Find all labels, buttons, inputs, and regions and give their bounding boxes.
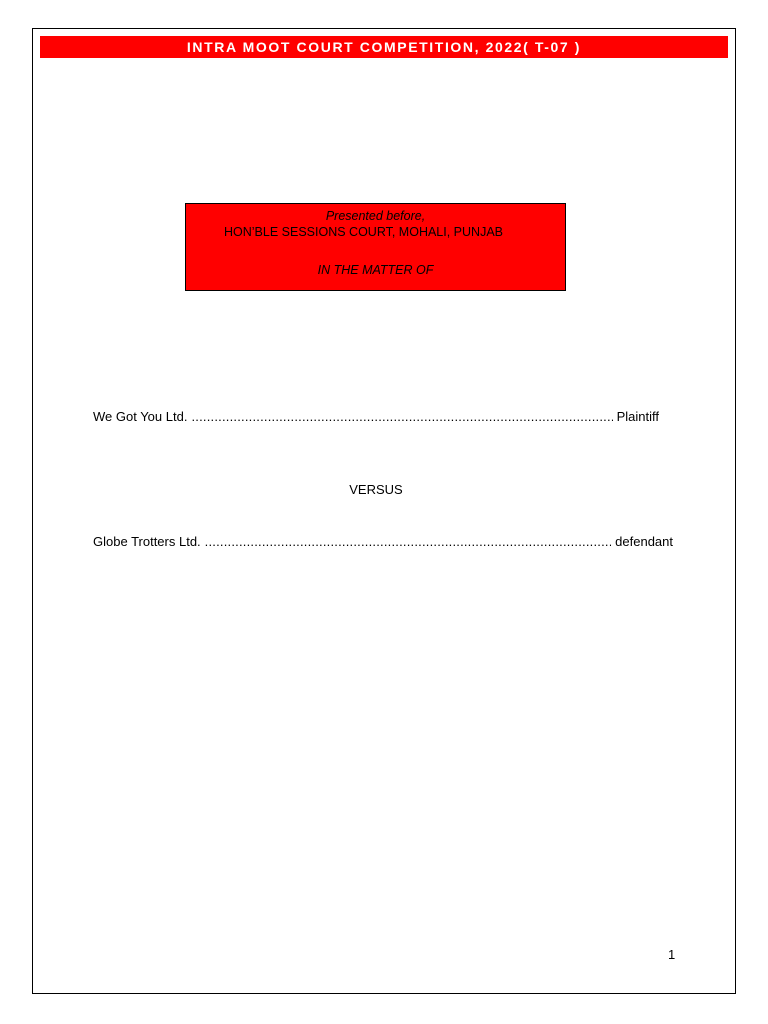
plaintiff-line [93, 409, 659, 424]
court-name: HON’BLE SESSIONS COURT, MOHALI, PUNJAB [224, 225, 503, 239]
court-box [185, 203, 566, 291]
plaintiff-role: Plaintiff [616, 409, 659, 424]
page-border [32, 28, 736, 994]
defendant-line [93, 534, 673, 549]
page-number: 1 [668, 947, 676, 962]
presented-before-text: Presented before, [325, 209, 426, 223]
page-title: INTRA MOOT COURT COMPETITION, 2022( T-07 ) [186, 39, 582, 55]
defendant-role: defendant [615, 534, 673, 549]
defendant-name: Globe Trotters Ltd. [93, 534, 201, 549]
dot-leader [205, 534, 611, 549]
plaintiff-name: We Got You Ltd. [93, 409, 188, 424]
versus-text: VERSUS [349, 482, 403, 497]
dot-leader [191, 409, 612, 424]
in-the-matter-of-text: IN THE MATTER OF [317, 263, 434, 277]
title-banner [40, 36, 728, 58]
